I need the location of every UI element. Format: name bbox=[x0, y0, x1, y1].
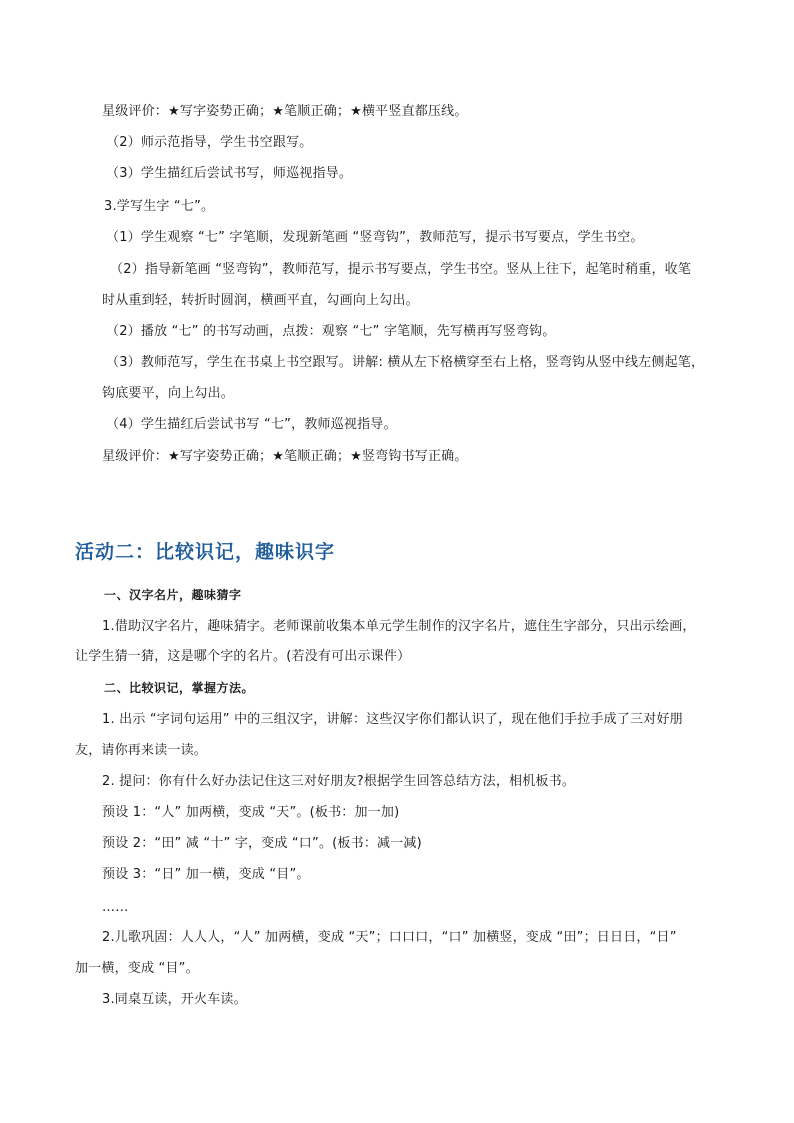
ask-question: 2. 提问：你有什么好办法记住这三对好朋友?根据学生回答总结方法，相机板书。 bbox=[102, 774, 576, 789]
learn-character-qi: 3.学写生字 “七”。 bbox=[104, 199, 215, 214]
part-one-title: 一、汉字名片，趣味猜字 bbox=[104, 588, 242, 602]
star-rating-1: 星级评价：★写字姿势正确；★笔顺正确；★横平竖直都压线。 bbox=[102, 104, 468, 119]
observe-stroke-order: （1）学生观察 “七” 字笔顺，发现新笔画 “竖弯钩”，教师范写，提示书写要点，学生书空。 bbox=[106, 230, 644, 245]
step-demonstration: （2）师示范指导，学生书空跟写。 bbox=[106, 135, 313, 150]
name-card-guess-line2: 让学生猜一猜，这是哪个字的名片。(若没有可出示课件） bbox=[75, 649, 411, 664]
show-three-groups-line1: 1. 出示 “字词句运用” 中的三组汉字，讲解：这些汉字你们都认识了，现在他们手拉手成了三对好朋 bbox=[102, 712, 683, 727]
guide-new-stroke-line2: 时从重到轻，转折时圆润，横画平直，勾画向上勾出。 bbox=[102, 293, 419, 308]
student-trace-qi: （4）学生描红后尝试书写 “七”，教师巡视指导。 bbox=[106, 417, 397, 432]
name-card-guess-line1: 1.借助汉字名片，趣味猜字。老师课前收集本单元学生制作的汉字名片，遮住生字部分，只出示绘画， bbox=[102, 619, 696, 634]
preset-one: 预设 1：“人” 加两横，变成 “天”。(板书：加一加) bbox=[102, 805, 400, 820]
preset-three: 预设 3：“日” 加一横，变成 “目”。 bbox=[102, 867, 310, 882]
show-three-groups-line2: 友，请你再来读一读。 bbox=[75, 743, 208, 758]
star-rating-2: 星级评价：★写字姿势正确；★笔顺正确；★竖弯钩书写正确。 bbox=[102, 449, 468, 464]
ellipsis: …… bbox=[102, 900, 129, 915]
teacher-demo-line1: （3）教师范写，学生在书桌上书空跟写。讲解: 横从左下格横穿至右上格，竖弯钩从竖中线左侧起笔， bbox=[106, 355, 705, 370]
part-two-title: 二、比较识记，掌握方法。 bbox=[104, 681, 255, 695]
preset-two: 预设 2：“田” 减 “十” 字，变成 “口”。(板书：减一减) bbox=[102, 836, 422, 851]
rhyme-line2: 加一横，变成 “目”。 bbox=[75, 961, 199, 976]
guide-new-stroke-line1: （2）指导新笔画 “竖弯钩”，教师范写，提示书写要点，学生书空。竖从上往下，起笔时稍重，收笔 bbox=[110, 262, 692, 277]
rhyme-line1: 2.儿歌巩固：人人人，“人” 加两横，变成 “天”；口口口，“口” 加横竖，变成 “田”；日日日，“日” bbox=[102, 930, 677, 945]
teacher-demo-line2: 钩底要平，向上勾出。 bbox=[102, 386, 235, 401]
play-animation: （2）播放 “七” 的书写动画，点拨：观察 “七” 字笔顺，先写横再写竖弯钩。 bbox=[106, 324, 556, 339]
activity-two-heading: 活动二：比较识记，趣味识字 bbox=[75, 541, 336, 563]
pair-reading: 3.同桌互读，开火车读。 bbox=[102, 992, 247, 1007]
step-trace-write: （3）学生描红后尝试书写，师巡视指导。 bbox=[106, 166, 353, 181]
